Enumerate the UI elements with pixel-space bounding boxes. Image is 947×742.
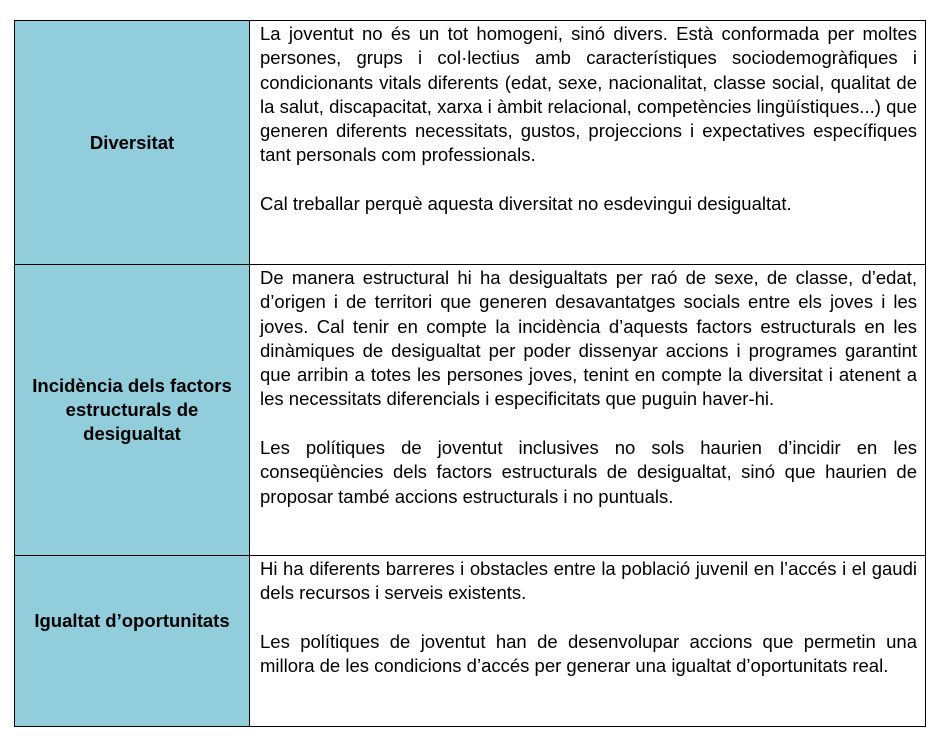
row-paragraph: La joventut no és un tot homogeni, sinó divers. Està conformada per moltes persones, grups i col·lectius amb característiques sociodemogràfiques i condicionants vitals diferents (edat, sexe, nacionalitat, classe social, qualitat de la salut, discapacitat, xarxa i àmbit relacional, competències lingüístiques...) que generen diferents necessitats, gustos, projeccions i expectatives específiques tant personals com professionals. xyxy=(260,23,917,166)
row-paragraph: Les polítiques de joventut inclusives no sols haurien d’incidir en les conseqüències dels factors estructurals de desigualtat, sinó que haurien de proposar també accions estructurals i no puntuals. xyxy=(260,437,917,507)
row-content-cell xyxy=(250,556,926,727)
row-label-cell xyxy=(15,21,250,265)
principles-table xyxy=(14,20,926,727)
row-paragraph: Les polítiques de joventut han de desenvolupar accions que permetin una millora de les condicions d’accés per generar una igualtat d’oportunitats real. xyxy=(260,630,917,677)
table-row xyxy=(15,556,926,727)
row-label: Igualtat d’oportunitats xyxy=(34,610,230,631)
table-row xyxy=(15,265,926,556)
row-paragraph: De manera estructural hi ha desigualtats per raó de sexe, de classe, d’edat, d’origen i de territori que generen desavantatges socials entre els joves i les joves. Cal tenir en compte la incidència d’aquests factors estructurals en les dinàmiques de desigualtat per poder dissenyar accions i programes garantint que arribin a totes les persones joves, tenint en compte la diversitat i atenent a les necessitats diferencials i especificitats que puguin haver-hi. xyxy=(260,267,917,410)
row-paragraph: Cal treballar perquè aquesta diversitat no esdevingui desigualtat. xyxy=(260,193,792,215)
row-content-cell xyxy=(250,265,926,556)
row-label: Incidència dels factors estructurals de desigualtat xyxy=(32,375,232,444)
row-label-cell xyxy=(15,265,250,556)
row-paragraph: Hi ha diferents barreres i obstacles entre la població juvenil en l’accés i el gaudi dels recursos i serveis existents. xyxy=(260,558,917,604)
row-label-cell xyxy=(15,556,250,727)
row-content-cell xyxy=(250,21,926,265)
row-label: Diversitat xyxy=(89,131,175,153)
table-row xyxy=(15,21,926,265)
